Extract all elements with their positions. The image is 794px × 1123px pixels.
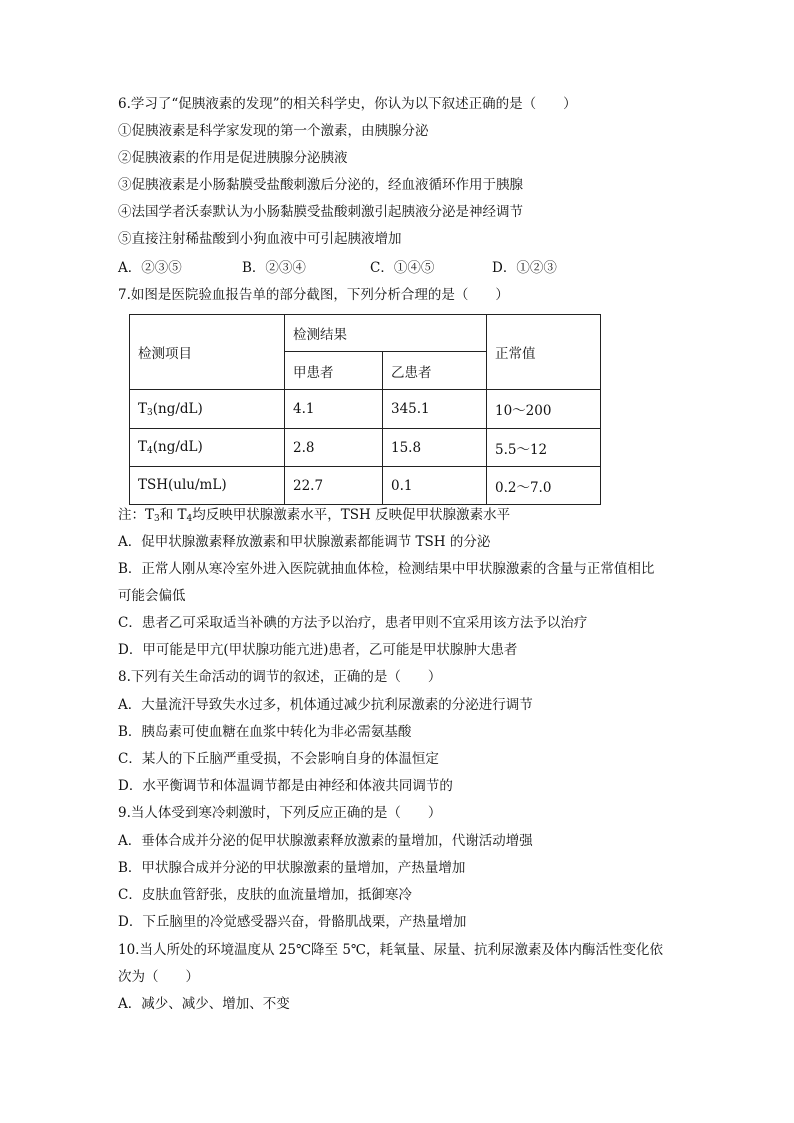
q7-option-b: B．正常人刚从寒冷室外进入医院就抽血体检，检测结果中甲状腺激素的含量与正常值相比 [118, 561, 655, 577]
blood-test-table [129, 314, 601, 505]
row-t3-normal: 10～200 [487, 390, 601, 429]
q8-option-d: D．水平衡调节和体温调节都是由神经和体液共同调节的 [118, 778, 453, 794]
q6-item-3: ③促胰液素是小肠黏膜受盐酸刺激后分泌的，经血液循环作用于胰腺 [118, 177, 523, 193]
q6-stem: 6.学习了“促胰液素的发现”的相关科学史，你认为以下叙述正确的是（ ） [118, 96, 577, 112]
q6-item-5: ⑤直接注射稀盐酸到小狗血液中可引起胰液增加 [118, 231, 402, 247]
header-patient-a: 甲患者 [285, 352, 383, 390]
row-item-tsh: TSH(ulu/mL) [130, 467, 285, 505]
q8-stem: 8.下列有关生命活动的调节的叙述，正确的是（ ） [118, 669, 442, 685]
row-tsh-normal: 0.2～7.0 [487, 467, 601, 505]
q8-option-b: B．胰岛素可使血糖在血浆中转化为非必需氨基酸 [118, 724, 412, 740]
q6-option-c: C．①④⑤ [370, 260, 435, 276]
q10-stem-line-1: 10.当人所处的环境温度从 25℃降至 5℃，耗氧量、尿量、抗利尿激素及体内酶活性变化依 [118, 942, 664, 958]
q7-option-b-cont: 可能会偏低 [118, 588, 186, 604]
q6-option-a: A．②③⑤ [118, 260, 182, 276]
q6-item-4: ④法国学者沃泰默认为小肠黏膜受盐酸刺激引起胰液分泌是神经调节 [118, 204, 523, 220]
q6-item-1: ①促胰液素是科学家发现的第一个激素，由胰腺分泌 [118, 123, 429, 139]
row-item-t3: $T_3(ng/dL)$ [130, 390, 285, 429]
q8-option-a: A．大量流汗导致失水过多，机体通过减少抗利尿激素的分泌进行调节 [118, 697, 533, 713]
row-t3-patient-b: 345.1 [383, 390, 487, 429]
header-patient-b: 乙患者 [383, 352, 487, 390]
q9-option-c: C．皮肤血管舒张，皮肤的血流量增加，抵御寒冷 [118, 887, 412, 903]
table-row [130, 467, 601, 505]
table-row [130, 390, 601, 429]
row-t4-normal: 5.5～12 [487, 429, 601, 467]
q6-option-b: B．②③④ [242, 260, 306, 276]
q10-stem-line-2: 次为（ ） [118, 969, 199, 985]
q9-option-a: A．垂体合成并分泌的促甲状腺激素释放激素的量增加，代谢活动增强 [118, 833, 533, 849]
table-row [130, 429, 601, 467]
q7-option-c: C．患者乙可采取适当补碘的方法予以治疗，患者甲则不宜采用该方法予以治疗 [118, 615, 588, 631]
row-item-t4: $T_4(ng/dL)$ [130, 429, 285, 467]
q8-option-c: C．某人的下丘脑严重受损，不会影响自身的体温恒定 [118, 751, 439, 767]
q9-stem: 9.当人体受到寒冷刺激时，下列反应正确的是（ ） [118, 805, 442, 821]
q6-item-2: ②促胰液素的作用是促进胰腺分泌胰液 [118, 150, 348, 166]
q7-note: 注：$T_3$和 $T_4$均反映甲状腺激素水平，TSH 反映促甲状腺激素水平 [118, 507, 511, 524]
q7-stem: 7.如图是医院验血报告单的部分截图，下列分析合理的是（ ） [118, 287, 509, 303]
header-test-item: 检测项目 [130, 315, 285, 390]
q10-option-a: A．减少、减少、增加、不变 [118, 996, 290, 1012]
q7-option-d: D．甲可能是甲亢(甲状腺功能亢进)患者，乙可能是甲状腺肿大患者 [118, 642, 518, 658]
row-t4-patient-a: 2.8 [285, 429, 383, 467]
header-normal-value: 正常值 [487, 315, 601, 390]
q6-option-d: D．①②③ [492, 260, 557, 276]
row-tsh-patient-a: 22.7 [285, 467, 383, 505]
q9-option-d: D．下丘脑里的冷觉感受器兴奋，骨骼肌战栗，产热量增加 [118, 914, 467, 930]
q7-option-a: A．促甲状腺激素释放激素和甲状腺激素都能调节 TSH 的分泌 [118, 534, 491, 550]
row-tsh-patient-b: 0.1 [383, 467, 487, 505]
header-test-result: 检测结果 [285, 315, 487, 352]
row-t4-patient-b: 15.8 [383, 429, 487, 467]
q9-option-b: B．甲状腺合成并分泌的甲状腺激素的量增加，产热量增加 [118, 860, 466, 876]
row-t3-patient-a: 4.1 [285, 390, 383, 429]
